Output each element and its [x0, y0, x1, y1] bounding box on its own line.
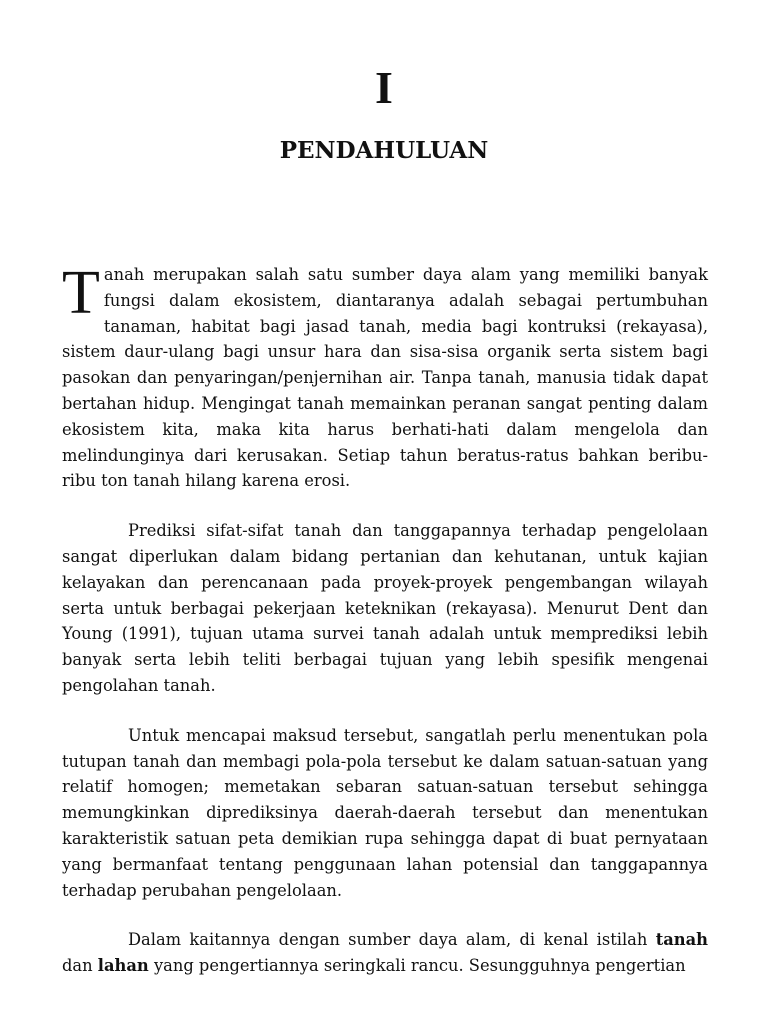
paragraph-4-text-3: yang pengertiannya seringkali rancu. Sesungguhnya pengertian [148, 956, 686, 976]
paragraph-4-text-1: Dalam kaitannya dengan sumber daya alam, di kenal istilah [128, 930, 656, 950]
paragraph-1 [62, 259, 708, 494]
paragraph-2: Prediksi sifat-sifat tanah dan tanggapannya terhadap pengelolaan sangat diperlukan dalam bidang pertanian dan kehutanan, untuk kajian kelayakan dan perencanaan pada proyek-proyek pengembangan wilayah serta untuk berbagai pekerjaan keteknikan (rekayasa). Menurut Dent dan Young (1991), tujuan utama survei tanah adalah untuk memprediksi lebih banyak serta lebih teliti berbagai tujuan yang lebih spesifik mengenai pengolahan tanah. [62, 521, 708, 695]
paragraph-3: Untuk mencapai maksud tersebut, sangatlah perlu menentukan pola tutupan tanah dan membagi pola-pola tersebut ke dalam satuan-satuan yang relatif homogen; memetakan sebaran satuan-satuan tersebut sehingga memungkinkan diprediksinya daerah-daerah tersebut dan menentukan karakteristik satuan peta demikian rupa sehingga dapat di buat pernyataan yang bermanfaat tentang penggunaan lahan potensial dan tanggapannya terhadap perubahan pengelolaan. [62, 725, 708, 900]
chapter-number: I [375, 62, 393, 113]
body-text [62, 259, 708, 1003]
drop-cap: T [62, 259, 100, 327]
term-lahan: lahan [97, 956, 149, 976]
term-tanah: tanah [655, 930, 708, 950]
paragraph-4 [62, 927, 708, 979]
paragraph-4-text-2: dan [62, 956, 98, 976]
paragraph-1-text: anah merupakan salah satu sumber daya alam yang memiliki banyak fungsi dalam ekosistem, diantaranya adalah sebagai pertumbuhan tanaman, habitat bagi jasad tanah, media bagi kontruksi (rekayasa), sistem daur-ulang bagi unsur hara dan sisa-sisa organik serta sistem bagi pasokan dan penyaringan/penjernihan air. Tanpa tanah, manusia tidak dapat bertahan hidup. Mengingat tanah memainkan peranan sangat penting dalam ekosistem kita, maka kita harus berhati-hati dalam mengelola dan melindunginya dari kerusakan. Setiap tahun beratus-ratus bahkan beribu-ribu ton tanah hilang karena erosi. [62, 265, 708, 491]
chapter-title: PENDAHULUAN [279, 137, 489, 164]
